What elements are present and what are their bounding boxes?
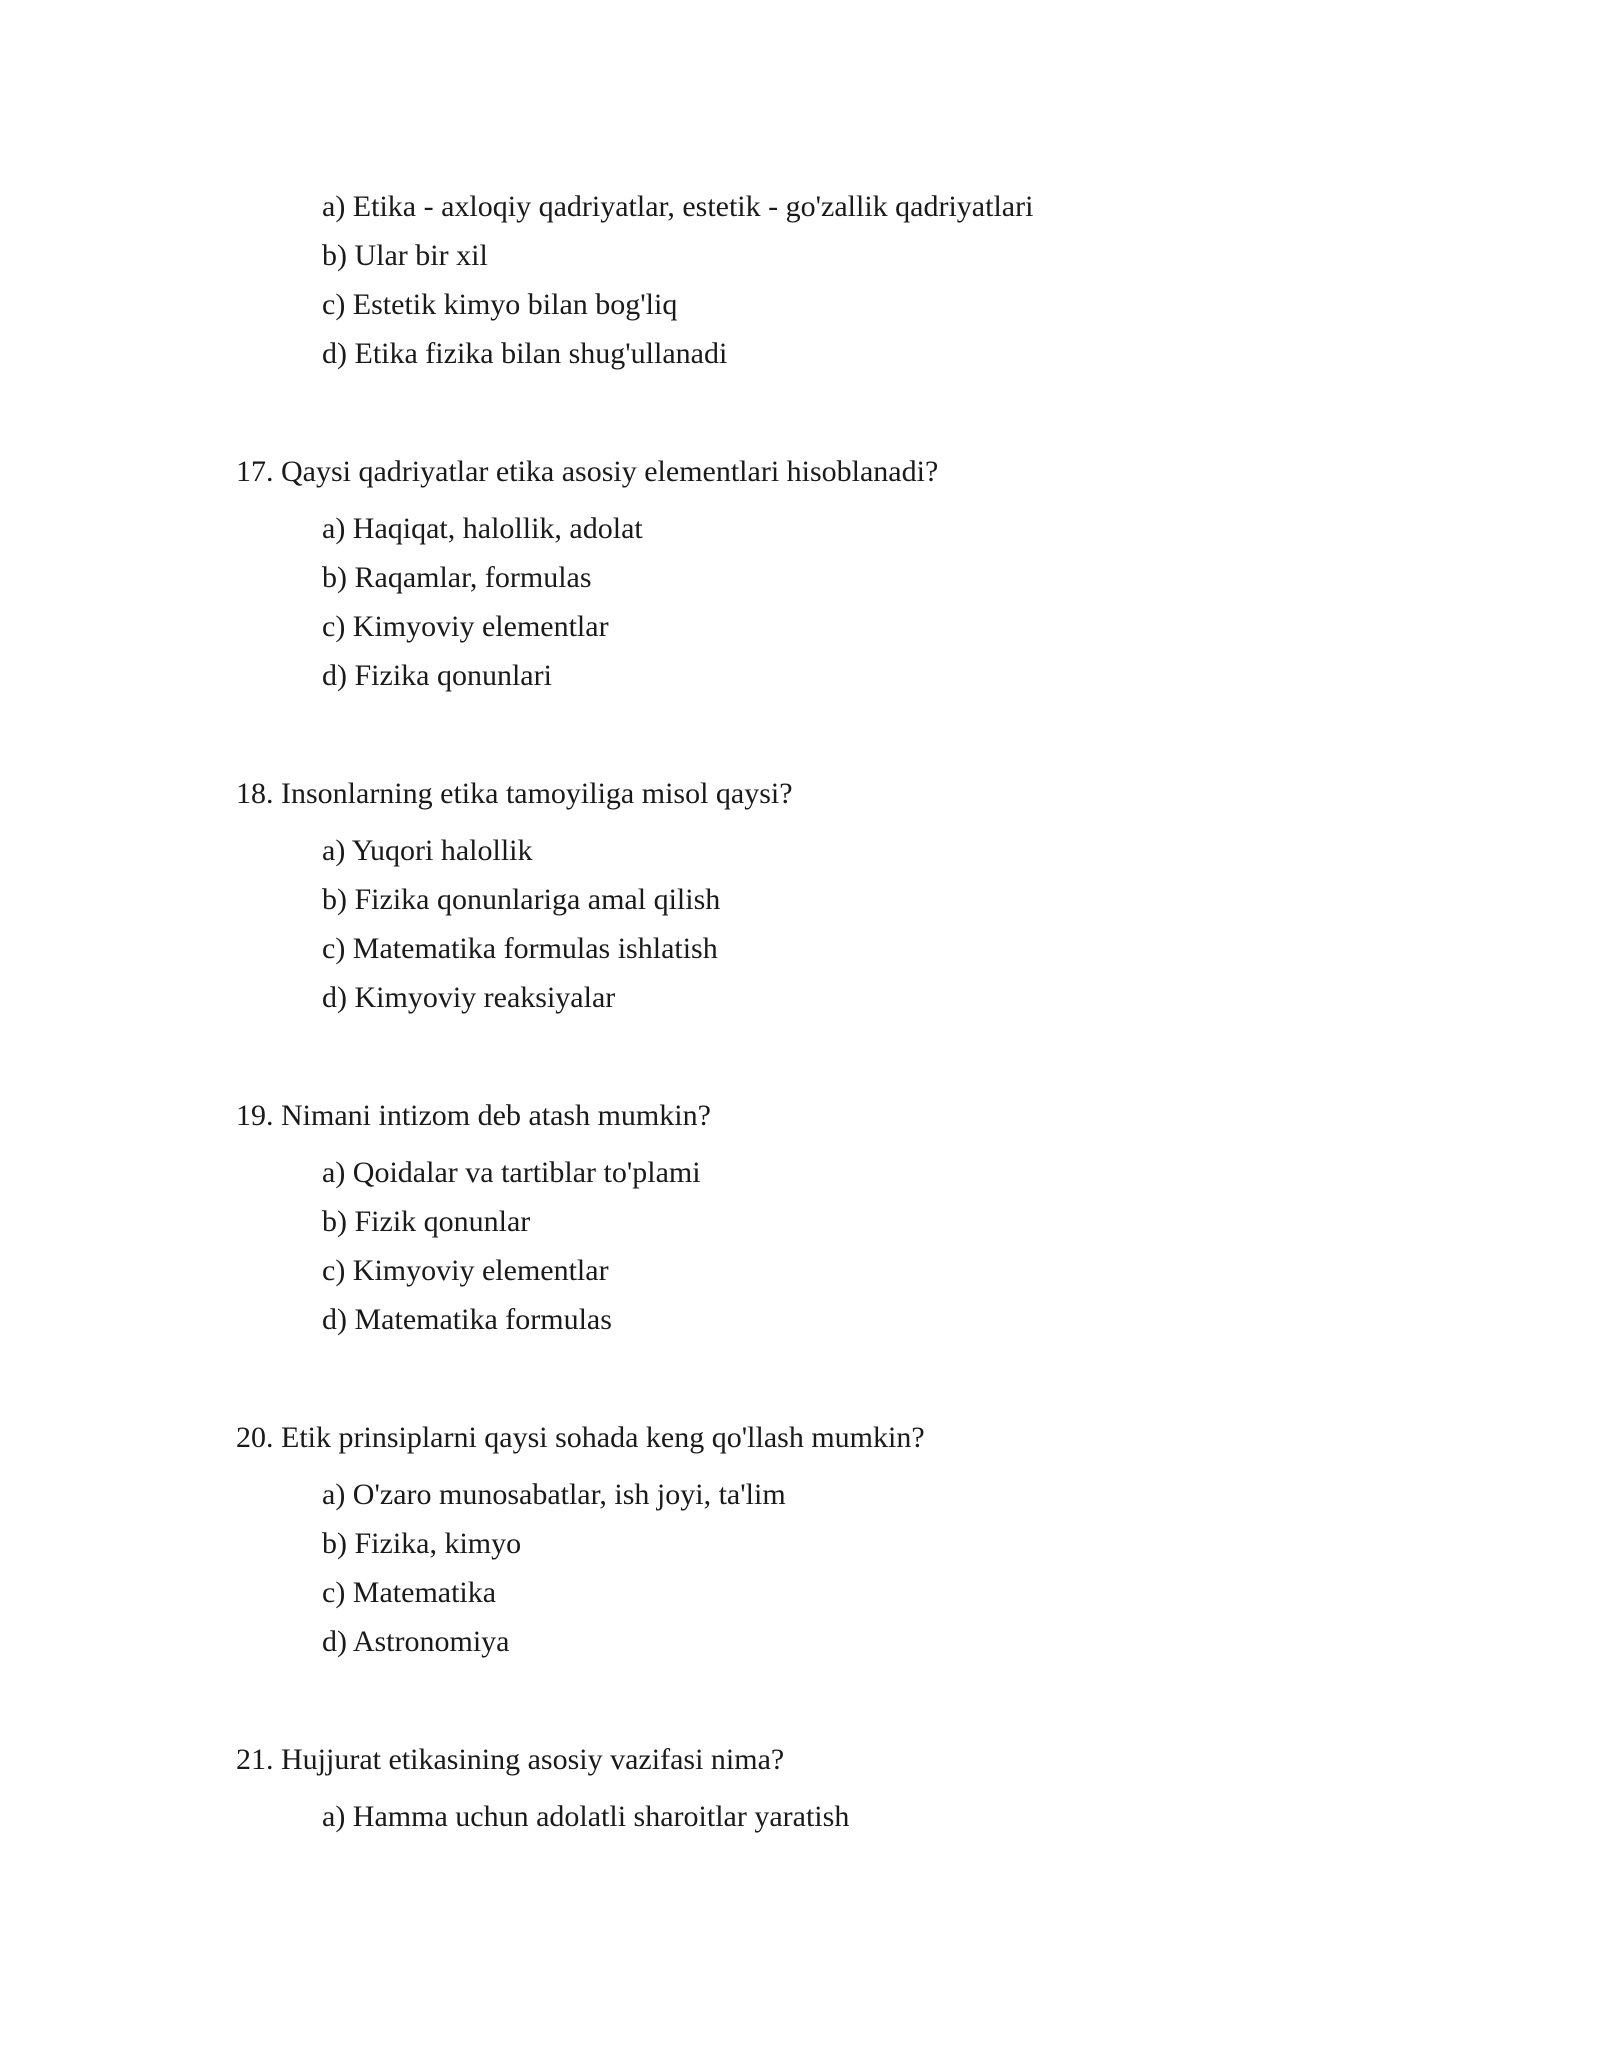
option-d: d) Astronomiya [322, 1625, 510, 1658]
option-b: b) Ular bir xil [322, 239, 488, 272]
question-20 [236, 1419, 925, 1672]
option-d: d) Fizika qonunlari [322, 659, 552, 692]
option-list [236, 1154, 711, 1350]
option-b: b) Fizika qonunlariga amal qilish [322, 883, 721, 916]
option-b: b) Fizik qonunlar [322, 1205, 531, 1238]
option-d: d) Etika fizika bilan shug'ullanadi [322, 337, 728, 370]
question-title: 17. Qaysi qadriyatlar etika asosiy elementlari hisoblanadi? [236, 455, 939, 488]
question-18 [236, 775, 793, 1028]
option-a: a) Hamma uchun adolatli sharoitlar yaratish [322, 1800, 850, 1833]
option-list [236, 1476, 925, 1672]
option-c: c) Kimyoviy elementlar [322, 610, 609, 643]
option-a: a) Etika - axloqiy qadriyatlar, estetik - go'zallik qadriyatlari [322, 190, 1034, 223]
option-a: a) Yuqori halollik [322, 834, 533, 867]
option-c: c) Kimyoviy elementlar [322, 1254, 609, 1287]
option-a: a) Haqiqat, halollik, adolat [322, 512, 643, 545]
option-a: a) Qoidalar va tartiblar to'plami [322, 1156, 701, 1189]
question-title: 18. Insonlarning etika tamoyiliga misol qaysi? [236, 777, 793, 810]
question-19 [236, 1097, 711, 1350]
option-b: b) Raqamlar, formulas [322, 561, 592, 594]
option-d: d) Matematika formulas [322, 1303, 612, 1336]
question-title: 21. Hujjurat etikasining asosiy vazifasi nima? [236, 1743, 785, 1776]
option-d: d) Kimyoviy reaksiyalar [322, 981, 616, 1014]
option-b: b) Fizika, kimyo [322, 1527, 522, 1560]
option-c: c) Matematika formulas ishlatish [322, 932, 718, 965]
option-list [236, 510, 938, 706]
option-list [236, 1798, 849, 1847]
continued-options [322, 188, 1033, 384]
option-a: a) O'zaro munosabatlar, ish joyi, ta'lim [322, 1478, 786, 1511]
question-title: 20. Etik prinsiplarni qaysi sohada keng qo'llash mumkin? [236, 1421, 925, 1454]
option-list [236, 832, 793, 1028]
question-17 [236, 453, 938, 706]
option-c: c) Matematika [322, 1576, 497, 1609]
question-21 [236, 1741, 849, 1847]
option-c: c) Estetik kimyo bilan bog'liq [322, 288, 678, 321]
question-title: 19. Nimani intizom deb atash mumkin? [236, 1099, 711, 1132]
